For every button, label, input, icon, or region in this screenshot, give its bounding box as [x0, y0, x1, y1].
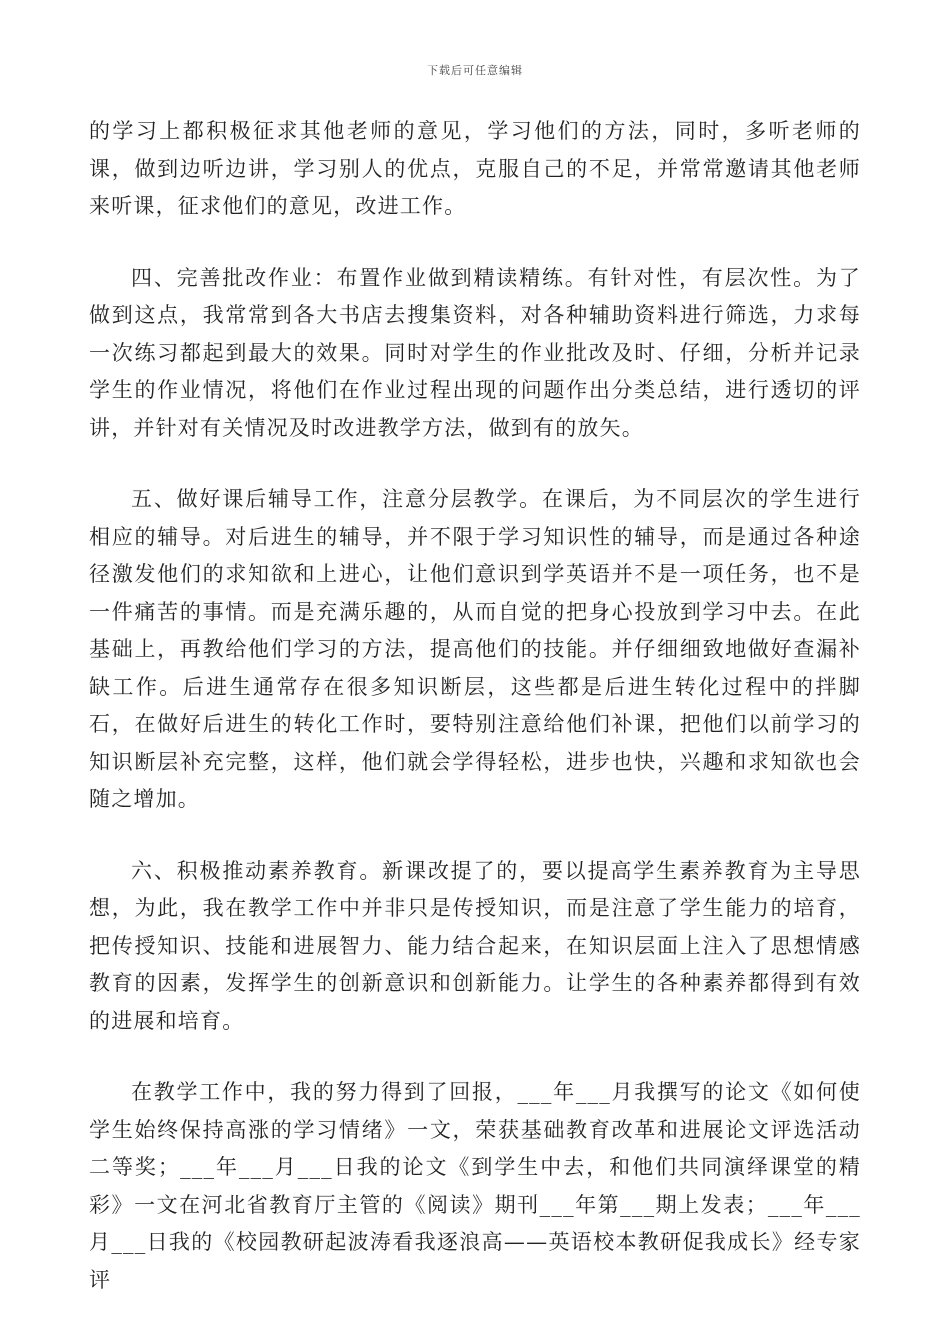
paragraph-achievements: 在教学工作中，我的努力得到了回报，___年___月我撰写的论文《如何使学生始终保持高涨的学习情绪》一文，荣获基础教育改革和进展论文评选活动二等奖；___年___月___日我的论文《到学生中去，和他们共同演绎课堂的精彩》一文在河北省教育厅主管的《阅读》期刊___年第___期上发表；___年___月___日我的《校园教研起波涛看我逐浪高——英语校本教研促我成长》经专家评: [89, 1080, 861, 1292]
page-header: 下载后可任意编辑: [427, 64, 523, 77]
paragraph-continuation: 的学习上都积极征求其他老师的意见，学习他们的方法，同时，多听老师的课，做到边听边讲，学习别人的优点，克服自己的不足，并常常邀请其他老师来听课，征求他们的意见，改进工作。: [89, 119, 861, 218]
paragraph-tutoring: 五、做好课后辅导工作，注意分层教学。在课后，为不同层次的学生进行相应的辅导。对后进生的辅导，并不限于学习知识性的辅导，而是通过各种途径激发他们的求知欲和上进心，让他们意识到学英语并不是一项任务，也不是一件痛苦的事情。而是充满乐趣的，从而自觉的把身心投放到学习中去。在此基础上，再教给他们学习的方法，提高他们的技能。并仔细细致地做好查漏补缺工作。后进生通常存在很多知识断层，这些都是后进生转化过程中的拌脚石，在做好后进生的转化工作时，要特别注意给他们补课，把他们以前学习的知识断层补充完整，这样，他们就会学得轻松，进步也快，兴趣和求知欲也会随之增加。: [89, 487, 861, 811]
paragraph-quality-education: 六、积极推动素养教育。新课改提了的，要以提高学生素养教育为主导思想，为此，我在教学工作中并非只是传授知识，而是注意了学生能力的培育，把传授知识、技能和进展智力、能力结合起来，在知识层面上注入了思想情感教育的因素，发挥学生的创新意识和创新能力。让学生的各种素养都得到有效的进展和培育。: [89, 858, 861, 1033]
paragraph-homework: 四、完善批改作业：布置作业做到精读精练。有针对性，有层次性。为了做到这点，我常常到各大书店去搜集资料，对各种辅助资料进行筛选，力求每一次练习都起到最大的效果。同时对学生的作业批改及时、仔细，分析并记录学生的作业情况，将他们在作业过程出现的问题作出分类总结，进行透切的评讲，并针对有关情况及时改进教学方法，做到有的放矢。: [89, 265, 861, 440]
document-body: [89, 113, 861, 1333]
